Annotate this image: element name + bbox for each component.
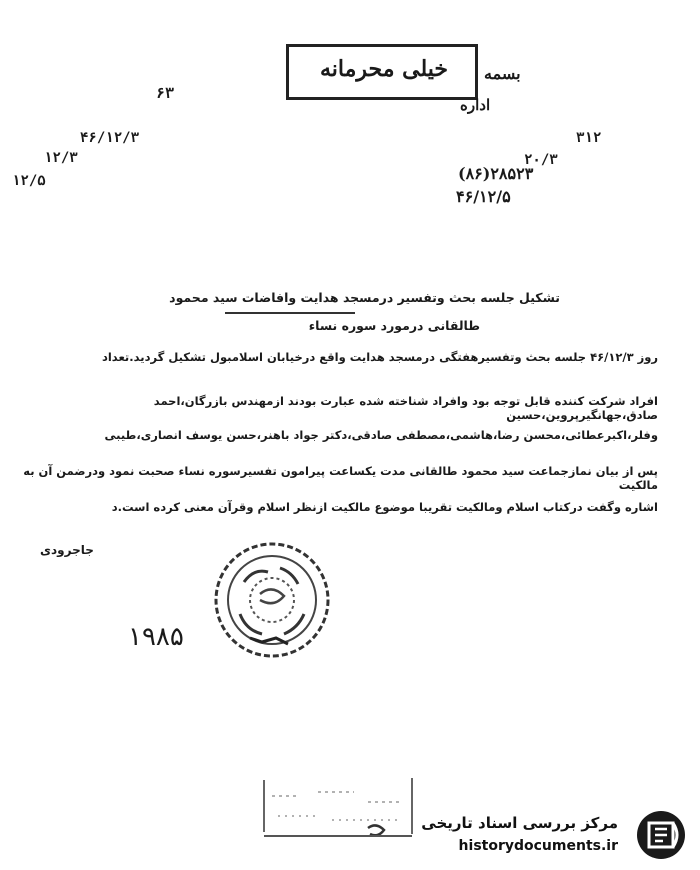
ref-number-1: ۳۱۲ bbox=[576, 130, 602, 146]
ref-number-2: ۲۰/۳ bbox=[524, 152, 558, 168]
ref-number-3: (۸۶)۲۸۵۲۳ bbox=[458, 164, 534, 183]
ref-date: ۴۶/۱۲/۵ bbox=[456, 187, 511, 206]
body-line-1: روز ۴۶/۱۲/۳ جلسه بحث وتفسیرهفتگی درمسجد هدایت واقع درخیابان اسلامبول تشکیل گردید.تعداد bbox=[101, 350, 658, 364]
corner-note-office: اداره bbox=[460, 96, 491, 114]
archive-logo-icon bbox=[632, 808, 690, 862]
watermark bbox=[418, 804, 696, 866]
bottom-stamp-icon bbox=[258, 772, 418, 848]
round-seal-icon bbox=[210, 538, 334, 662]
body-line-5: اشاره وگفت درکتاب اسلام ومالکیت تقریبا موضوع مالکیت ازنظر اسلام وقرآن معنی کرده است.د bbox=[111, 500, 658, 514]
body-line-4: پس از بیان نمازجماعت سید محمود طالقانی مدت یکساعت پیرامون تفسیرسوره نساء صحبت نمود ودرضمن آن به مالکیت bbox=[23, 464, 658, 492]
document-number: ۱۹۸۵ bbox=[128, 622, 184, 652]
signature: جاجرودی bbox=[40, 543, 94, 557]
left-date-1: ۴۶/۱۲/۳ bbox=[80, 130, 140, 146]
subject-underline bbox=[225, 312, 355, 314]
top-number: ۶۳ bbox=[156, 84, 175, 102]
subject-line-1: تشکیل جلسه بحث وتفسیر درمسجد هدایت وافاضات سید محمود bbox=[169, 290, 560, 305]
left-date-2: ۱۲/۳ bbox=[44, 150, 78, 166]
watermark-url: historydocuments.ir bbox=[458, 838, 618, 854]
body-line-3: وفلر،اکبرعطائی،محسن رضا،هاشمی،مصطفی صادقی،دکتر جواد باهنر،حسن یوسف انصاری،طیبی bbox=[104, 428, 658, 442]
subject-line-2: طالقانی درمورد سوره نساء bbox=[308, 318, 480, 333]
body-line-2: افراد شرکت کننده قابل توجه بود وافراد شناخته شده عبارت بودند ازمهندس بازرگان،احمد صادق،جهانگیرپروین،حسین bbox=[153, 394, 658, 422]
classification-stamp: خیلی محرمانه bbox=[319, 56, 449, 82]
corner-note: بسمه bbox=[484, 64, 521, 83]
left-date-3: ۱۲/۵ bbox=[12, 173, 46, 189]
watermark-title: مرکز بررسی اسناد تاریخی bbox=[421, 814, 618, 832]
